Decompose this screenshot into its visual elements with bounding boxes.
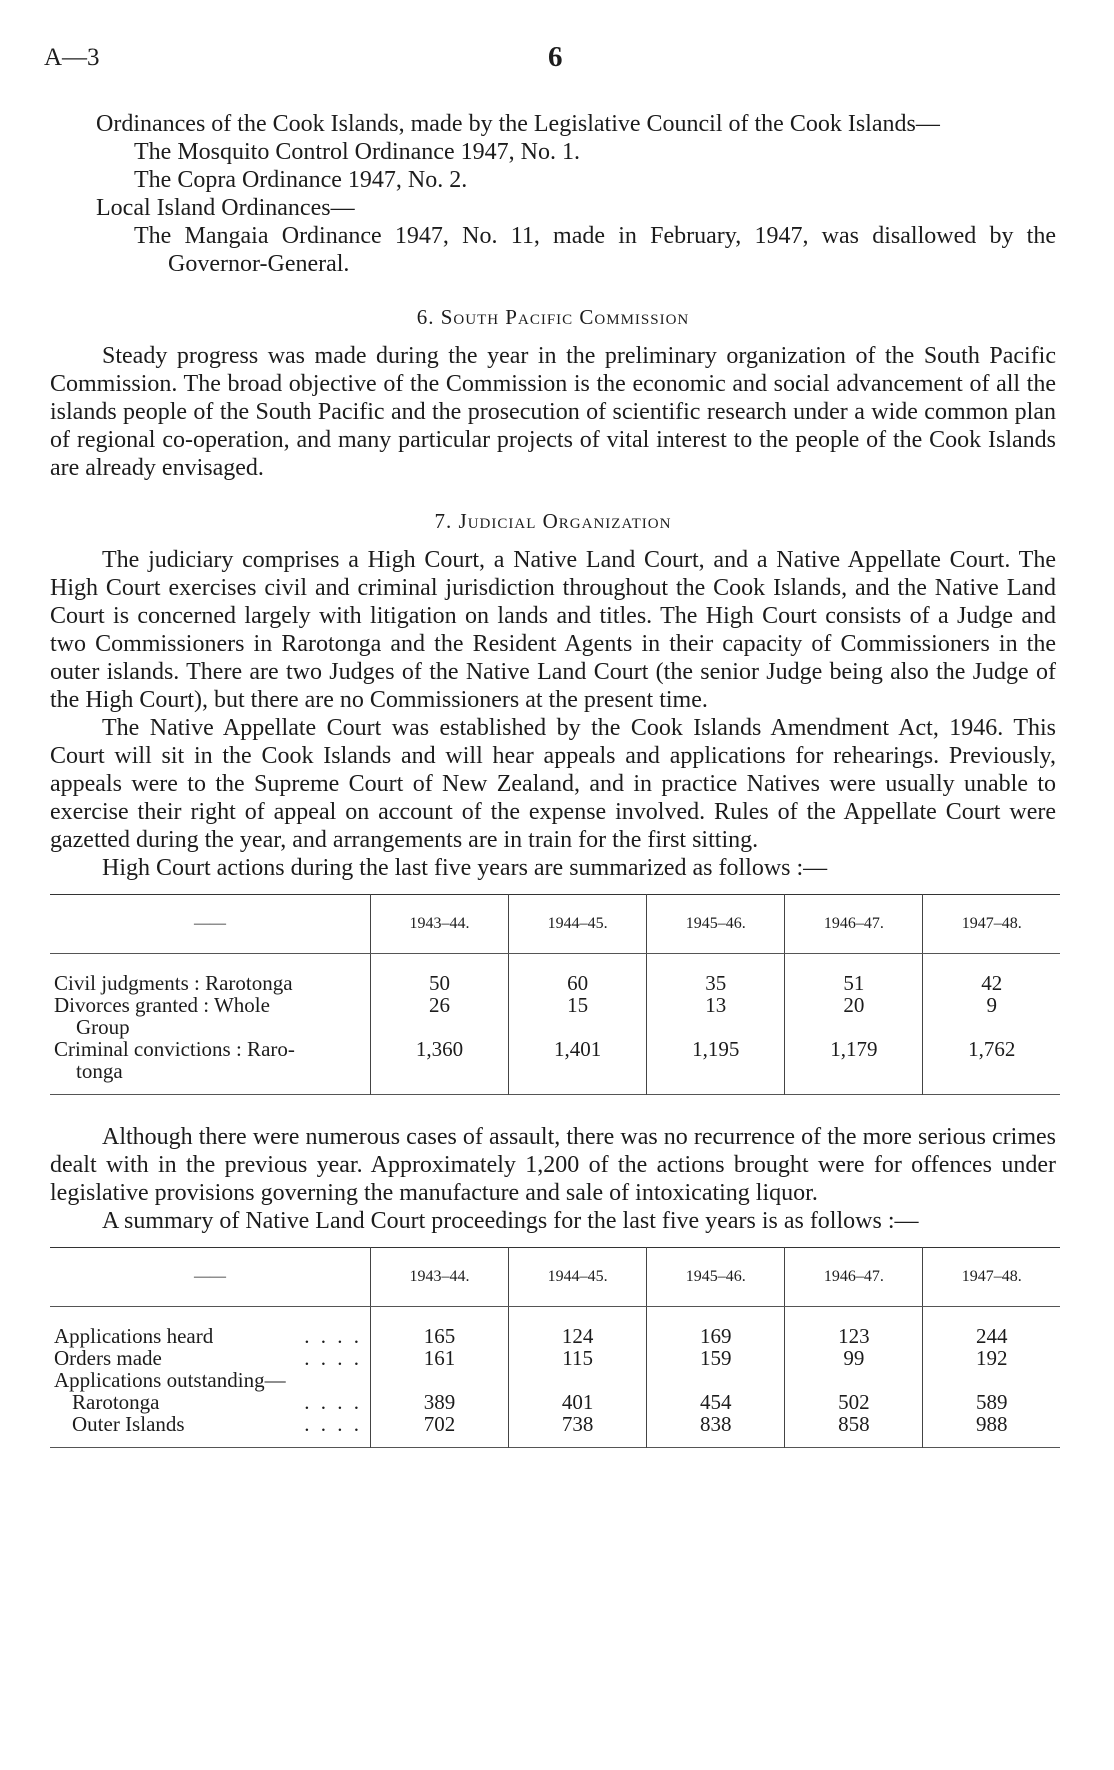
table1-intro: High Court actions during the last five years are summarized as follows :—	[102, 855, 828, 881]
table-cell: 169	[647, 1325, 785, 1347]
table-cell: 192	[923, 1347, 1060, 1369]
table-header-row	[50, 895, 1060, 954]
table-header-row	[50, 1248, 1060, 1307]
ordinance-item: The Mosquito Control Ordinance 1947, No. 1.	[134, 139, 580, 165]
year-header: 1946–47.	[785, 895, 923, 954]
high-court-actions-table	[50, 894, 1060, 1095]
table-cell: 702	[371, 1413, 509, 1448]
paragraph-judiciary: The judiciary comprises a High Court, a Native Land Court, and a Native Appellate Court. The High Court exercises civil and criminal jurisdiction throughout the Cook Islands, and the Native Land Court is concerned largely with litigation on lands and titles. The High Court consists of a Judge and two Commissioners in Rarotonga and the Resident Agents in their capacity of Commissioners in the outer islands. There are two Judges of the Native Land Court (the senior Judge being also the Judge of the High Court), but there are no Commissioners at the present time.	[50, 547, 1056, 713]
table-cell: 858	[785, 1413, 923, 1448]
table-cell: 244	[923, 1325, 1060, 1347]
table-cell	[923, 1369, 1060, 1391]
table-cell: 159	[647, 1347, 785, 1369]
table-cell: 1,360	[371, 1038, 509, 1095]
table-row	[50, 1369, 1060, 1391]
year-header: 1944–45.	[509, 1248, 647, 1307]
row-label: Orders made . . . .	[54, 1346, 362, 1370]
year-header: 1945–46.	[647, 1248, 785, 1307]
table-cell: 589	[923, 1391, 1060, 1413]
table-cell	[371, 1369, 509, 1391]
table-cell: 161	[371, 1347, 509, 1369]
table-row	[50, 972, 1060, 994]
table-cell: 454	[647, 1391, 785, 1413]
table-cell: 1,179	[785, 1038, 923, 1095]
table2-intro: A summary of Native Land Court proceedings for the last five years is as follows :—	[102, 1208, 919, 1234]
row-label: Applications outstanding—	[54, 1368, 286, 1392]
table-cell: 35	[647, 972, 785, 994]
year-header: 1947–48.	[923, 895, 1060, 954]
page-header	[44, 41, 1070, 84]
table-corner: ——	[50, 1248, 371, 1307]
year-header: 1943–44.	[371, 1248, 509, 1307]
row-label: Outer Islands . . . .	[72, 1412, 362, 1436]
table-cell: 1,195	[647, 1038, 785, 1095]
table-cell: 389	[371, 1391, 509, 1413]
page-reference: A—3	[44, 44, 100, 71]
table-row	[50, 1391, 1060, 1413]
year-header: 1943–44.	[371, 895, 509, 954]
ordinances-intro: Ordinances of the Cook Islands, made by the Legislative Council of the Cook Islands—	[96, 111, 940, 137]
table-cell: 51	[785, 972, 923, 994]
year-header: 1947–48.	[923, 1248, 1060, 1307]
page-body	[50, 110, 1056, 1448]
table-cell: 838	[647, 1413, 785, 1448]
section-heading-south-pacific-commission: 6. South Pacific Commission	[416, 305, 690, 329]
table-cell: 50	[371, 972, 509, 994]
table-cell: 123	[785, 1325, 923, 1347]
table-cell	[647, 1369, 785, 1391]
table-row	[50, 994, 1060, 1038]
paragraph-appellate-court: The Native Appellate Court was established by the Cook Islands Amendment Act, 1946. This Court will sit in the Cook Islands and will hear appeals and applications for rehearings. Previously, appeals were to the Supreme Court of New Zealand, and in practice Natives were usually unable to exercise their right of appeal on account of the expense involved. Rules of the Appellate Court were gazetted during the year, and arrangements are in train for the first sitting.	[50, 715, 1056, 853]
table-cell: 15	[509, 994, 647, 1038]
table-cell: 115	[509, 1347, 647, 1369]
table-cell: 1,401	[509, 1038, 647, 1095]
table-cell: 165	[371, 1325, 509, 1347]
table-row	[50, 1413, 1060, 1448]
table-cell: 13	[647, 994, 785, 1038]
native-land-court-table	[50, 1247, 1060, 1448]
table-cell: 42	[923, 972, 1060, 994]
table-cell: 9	[923, 994, 1060, 1038]
table-cell	[785, 1369, 923, 1391]
table-cell	[509, 1369, 647, 1391]
page-number: 6	[548, 41, 563, 73]
table-cell: 20	[785, 994, 923, 1038]
table-cell: 124	[509, 1325, 647, 1347]
table-row	[50, 1347, 1060, 1369]
row-label: Criminal convictions : Raro- tonga	[54, 1037, 295, 1083]
table-cell: 502	[785, 1391, 923, 1413]
row-label: Rarotonga . . . .	[72, 1390, 362, 1414]
table-cell: 60	[509, 972, 647, 994]
table-cell: 738	[509, 1413, 647, 1448]
row-label: Divorces granted : Whole Group	[54, 993, 270, 1039]
table-cell: 99	[785, 1347, 923, 1369]
paragraph-south-pacific-commission: Steady progress was made during the year in the preliminary organization of the South Pacific Commission. The broad objective of the Commission is the economic and social advancement of all the islands people of the South Pacific and the prosecution of scientific research under a wide common plan of regional co-operation, and many particular projects of vital interest to the people of the Cook Islands are already envisaged.	[50, 343, 1056, 481]
year-header: 1945–46.	[647, 895, 785, 954]
table-row	[50, 1038, 1060, 1095]
table-row	[50, 1325, 1060, 1347]
year-header: 1944–45.	[509, 895, 647, 954]
table-cell: 988	[923, 1413, 1060, 1448]
paragraph-assault: Although there were numerous cases of assault, there was no recurrence of the more serious crimes dealt with in the previous year. Approximately 1,200 of the actions brought were for offences under legislative provisions governing the manufacture and sale of intoxicating liquor.	[50, 1124, 1056, 1206]
local-ordinances-intro: Local Island Ordinances—	[96, 195, 355, 221]
table-cell: 26	[371, 994, 509, 1038]
table-corner: ——	[50, 895, 371, 954]
table-cell: 1,762	[923, 1038, 1060, 1095]
table-spacer-row	[50, 954, 1060, 973]
local-ordinance-item: The Mangaia Ordinance 1947, No. 11, made in February, 1947, was disallowed by the Governor-General.	[134, 223, 1056, 277]
row-label: Civil judgments : Rarotonga	[54, 971, 293, 995]
section-heading-judicial-organization: 7. Judicial Organization	[434, 509, 672, 533]
table-cell: 401	[509, 1391, 647, 1413]
table-spacer-row	[50, 1307, 1060, 1326]
row-label: Applications heard . . . .	[54, 1324, 362, 1348]
year-header: 1946–47.	[785, 1248, 923, 1307]
ordinance-item: The Copra Ordinance 1947, No. 2.	[134, 167, 468, 193]
